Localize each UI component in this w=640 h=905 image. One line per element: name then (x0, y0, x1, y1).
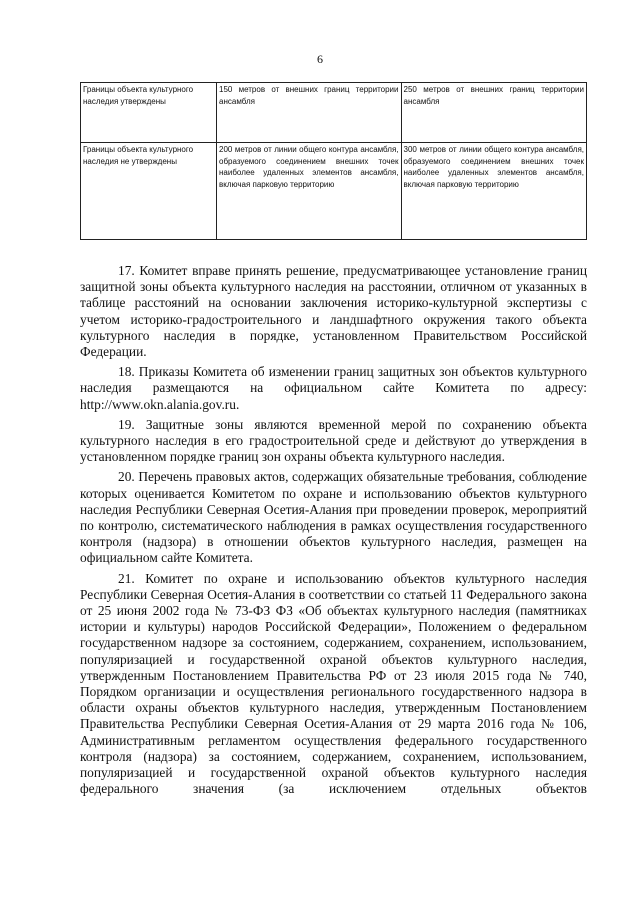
table-cell: 150 метров от внешних границ территории ансамбля (217, 83, 402, 143)
paragraph-18: 18. Приказы Комитета об изменении границ защитных зон объектов культурного наследия размещаются на официальном сайте Комитета по адресу: http://www.okn.alania.gov.ru. (80, 364, 587, 412)
page-number: 6 (317, 52, 323, 66)
paragraph-17: 17. Комитет вправе принять решение, предусматривающее установление границ защитной зоны объекта культурного наследия на расстоянии, отличном от указанных в таблице расстояний на основании заключения историко-культурной экспертизы с учетом историко-градостроительного и ландшафтного окружения такого объекта культурного наследия в порядке, установленном Правительством Российской Федерации. (80, 263, 587, 360)
paragraph-20: 20. Перечень правовых актов, содержащих обязательные требования, соблюдение которых оценивается Комитетом по охране и использованию объектов культурного наследия Республики Северная Осетия-Алания при проведении проверок, мероприятий по контролю, систематического наблюдения в рамках осуществления государственного контроля (надзора) в отношении объектов культурного наследия, размещен на официальном сайте Комитета. (80, 469, 587, 566)
table-cell: 300 метров от линии общего контура ансамбля, образуемого соединением внешних точек наиболее удаленных элементов ансамбля, включая парковую территорию (401, 143, 587, 240)
table-cell-label: Границы объекта культурного наследия не утверждены (81, 143, 217, 240)
protection-zones-table (80, 82, 587, 240)
paragraph-19: 19. Защитные зоны являются временной мерой по сохранению объекта культурного наследия в его градостроительной среде и действуют до утверждения в установленном порядке границ зон охраны объекта культурного наследия. (80, 416, 587, 465)
table-row (81, 83, 587, 143)
table-cell-label: Границы объекта культурного наследия утверждены (81, 83, 217, 143)
paragraph-21: 21. Комитет по охране и использованию объектов культурного наследия Республики Северная Осетия-Алания в соответствии со статьей 11 Федерального закона от 25 июня 2002 года № 73-ФЗ ФЗ «Об объектах культурного наследия (памятниках истории и культуры) народов Российской Федерации», Положением о федеральном государственном надзоре за состоянием, содержанием, сохранением, использованием, популяризацией и государственной охраной объектов культурного наследия, утвержденным Постановлением Правительства РФ от 23 июля 2015 года № 740, Порядком организации и осуществления регионального государственного надзора в области охраны объектов культурного наследия, утвержденным Постановлением Правительства Республики Северная Осетия-Алания от 29 марта 2016 года № 106, Административным регламентом осуществления федерального государственного контроля (надзора) за состоянием, содержанием, сохранением, использованием, популяризацией и государственной охраной объектов культурного наследия федерального значения (за исключением отдельных объектов (80, 570, 587, 797)
table-cell: 200 метров от линии общего контура ансамбля, образуемого соединением внешних точек наиболее удаленных элементов ансамбля, включая парковую территорию (217, 143, 402, 240)
table-row (81, 143, 587, 240)
table-cell: 250 метров от внешних границ территории ансамбля (401, 83, 587, 143)
document-body (80, 263, 587, 798)
